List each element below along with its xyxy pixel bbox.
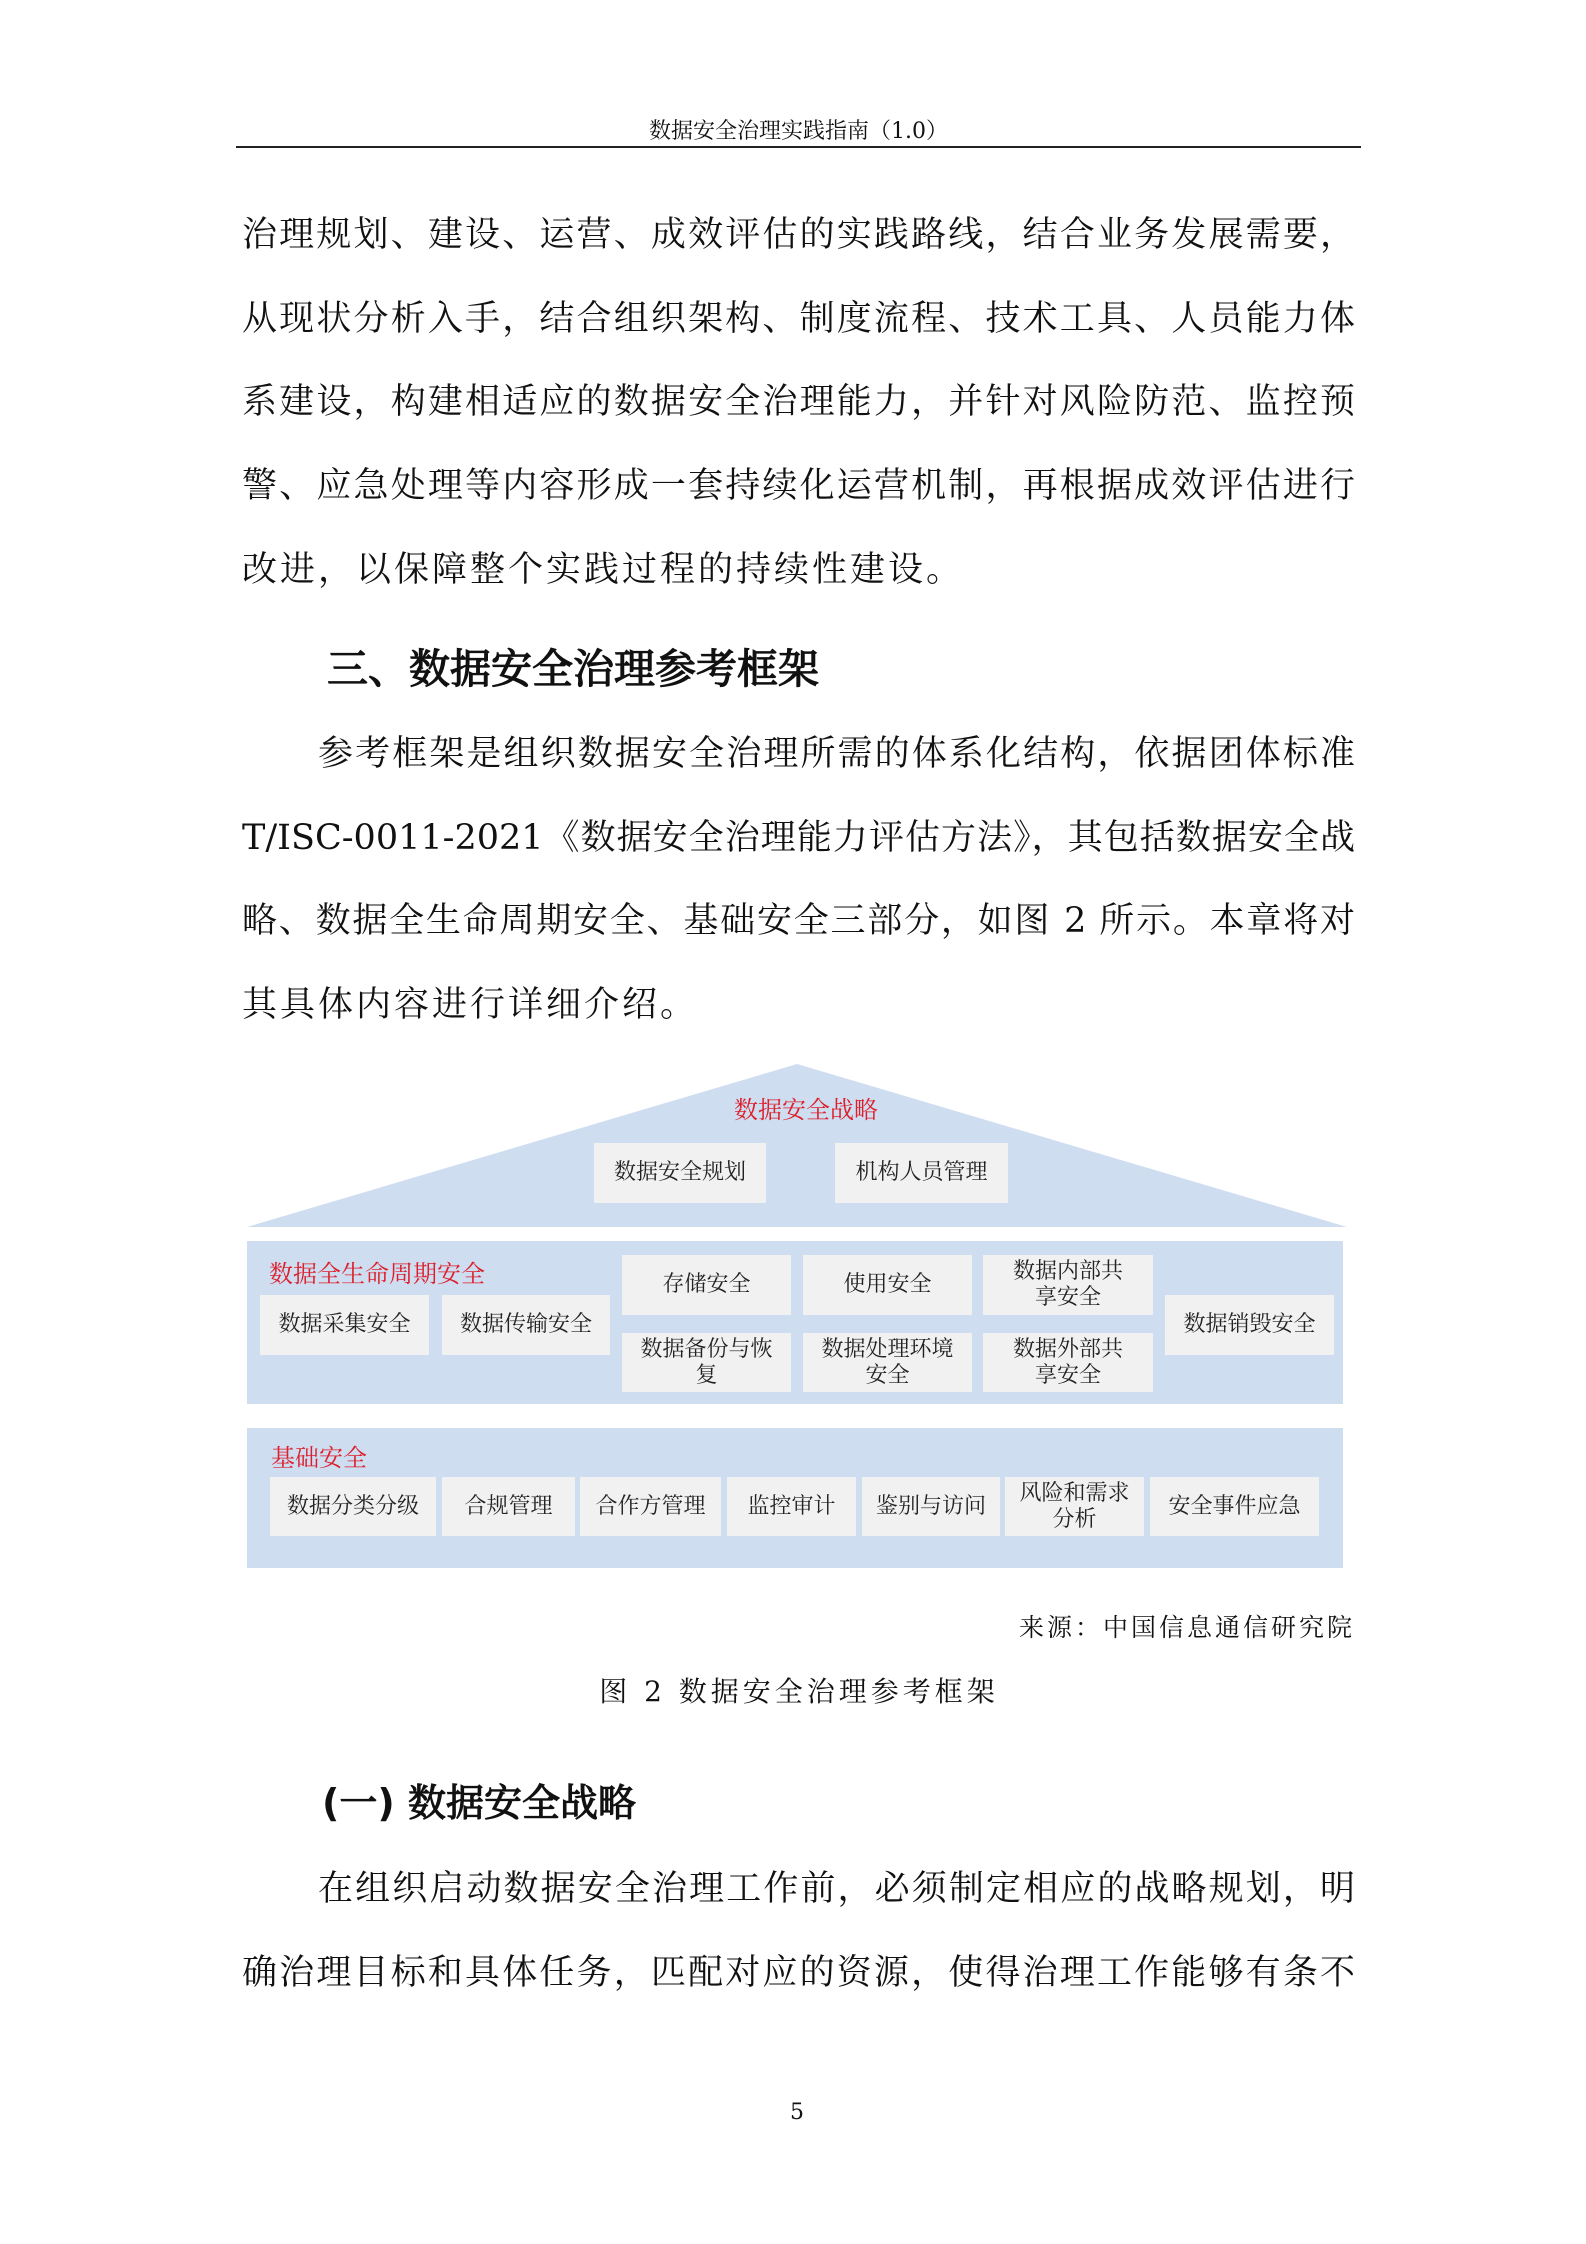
strategy-title: 数据安全战略 (734, 1096, 878, 1124)
strategy-item: 机构人员管理 (835, 1143, 1008, 1203)
base-item: 风险和需求分析 (1005, 1477, 1144, 1536)
base-item: 合规管理 (442, 1477, 575, 1536)
text-line: 警、应急处理等内容形成一套持续化运营机制，再根据成效评估进行 (242, 466, 1355, 506)
strategy-item: 数据安全规划 (594, 1143, 766, 1203)
figure-caption: 图 2 数据安全治理参考框架 (599, 1675, 999, 1708)
lifecycle-item: 数据外部共享安全 (983, 1333, 1153, 1392)
lifecycle-title: 数据全生命周期安全 (269, 1260, 485, 1288)
base-item: 监控审计 (727, 1477, 856, 1536)
page-number: 5 (790, 2100, 804, 2125)
text-line: 从现状分析入手，结合组织架构、制度流程、技术工具、人员能力体 (242, 299, 1355, 339)
text-line: 治理规划、建设、运营、成效评估的实践路线，结合业务发展需要， (242, 215, 1355, 255)
lifecycle-item: 存储安全 (622, 1255, 791, 1315)
strategy-roof (247, 1064, 1347, 1227)
lifecycle-item: 数据传输安全 (442, 1295, 610, 1355)
lifecycle-item: 数据处理环境安全 (803, 1333, 972, 1392)
text-line: 系建设，构建相适应的数据安全治理能力，并针对风险防范、监控预 (242, 382, 1355, 422)
figure-source: 来源：中国信息通信研究院 (1018, 1613, 1355, 1642)
text-line: 确治理目标和具体任务，匹配对应的资源，使得治理工作能够有条不 (242, 1953, 1355, 1993)
lifecycle-item: 数据备份与恢复 (622, 1333, 791, 1392)
text-line: 在组织启动数据安全治理工作前，必须制定相应的战略规划，明 (318, 1869, 1355, 1909)
base-item: 鉴别与访问 (862, 1477, 1000, 1536)
text-line: 略、数据全生命周期安全、基础安全三部分，如图 2 所示。本章将对 (242, 901, 1355, 941)
header-rule (236, 146, 1361, 148)
base-item: 安全事件应急 (1150, 1477, 1319, 1536)
running-header: 数据安全治理实践指南（1.0） (649, 119, 948, 144)
lifecycle-item: 数据销毁安全 (1165, 1295, 1334, 1355)
text-line: 改进，以保障整个实践过程的持续性建设。 (242, 550, 965, 590)
base-item: 数据分类分级 (270, 1477, 436, 1536)
lifecycle-item: 数据采集安全 (260, 1295, 429, 1355)
base-title: 基础安全 (271, 1444, 367, 1472)
text-line: 其具体内容进行详细介绍。 (242, 985, 699, 1025)
subsection-heading: (一) 数据安全战略 (322, 1781, 636, 1825)
section-heading: 三、数据安全治理参考框架 (327, 645, 819, 693)
lifecycle-item: 使用安全 (803, 1255, 972, 1315)
text-line: T/ISC-0011-2021《数据安全治理能力评估方法》，其包括数据安全战 (242, 818, 1355, 858)
lifecycle-item: 数据内部共享安全 (983, 1255, 1153, 1315)
text-line: 参考框架是组织数据安全治理所需的体系化结构，依据团体标准 (318, 734, 1355, 774)
base-item: 合作方管理 (580, 1477, 721, 1536)
